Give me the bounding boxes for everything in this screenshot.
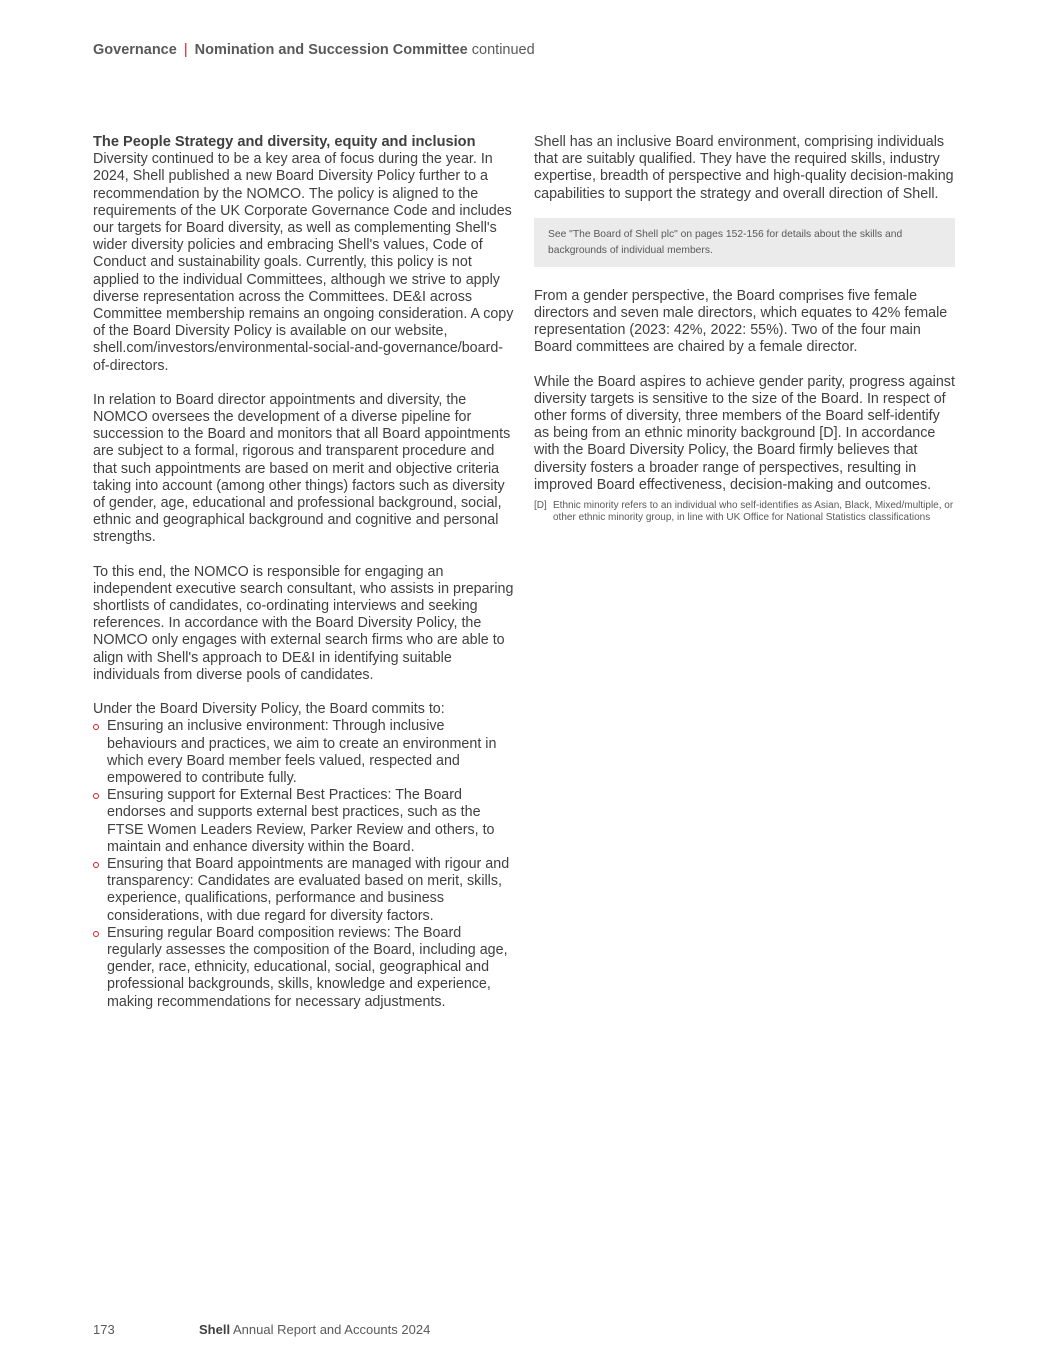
header-suffix: continued (471, 42, 535, 58)
list-item: Ensuring an inclusive environment: Through inclusive behaviours and practices, we aim to create an environment in which every Board member feels valued, respected and empowered to contribute fully. (93, 718, 515, 787)
footer-brand: Shell (199, 1322, 231, 1337)
paragraph-appointments: In relation to Board director appointments and diversity, the NOMCO oversees the development of a diverse pipeline for succession to the Board and monitors that all Board appointments are subject to a formal, rigorous and transparent procedure and that such appointments are based on merit and objective criteria taking into account (among other things) factors such as diversity of gender, age, educational and professional background, social, ethnic and geographical background and cognitive and personal strengths. (93, 391, 511, 546)
cross-reference-callout: See "The Board of Shell plc" on pages 152-156 for details about the skills and backgrounds of individual members. (534, 218, 955, 267)
list-item: Ensuring regular Board composition reviews: The Board regularly assesses the composition of the Board, including age, gender, race, ethnicity, educational, social, geographical and professional backgrounds, skills, knowledge and experience, making recommendations for necessary adjustments. (93, 925, 515, 1011)
bullet-icon (93, 724, 99, 730)
right-column (534, 134, 955, 524)
list-intro: Under the Board Diversity Policy, the Board commits to: (93, 701, 445, 718)
header-section: Governance (93, 42, 177, 58)
paragraph-ethnic-diversity: While the Board aspires to achieve gender parity, progress against diversity targets is sensitive to the size of the Board. In respect of other forms of diversity, three members of the Board self-identify as being from an ethnic minority background [D]. In accordance with the Board Diversity Policy, the Board firmly believes that diversity fosters a broader range of perspectives, resulting in improved Board effectiveness, decision-making and outcomes. (534, 373, 955, 493)
bullet-icon (93, 793, 99, 799)
paragraph-gender: From a gender perspective, the Board comprises five female directors and seven male directors, which equates to 42% female representation (2023: 42%, 2022: 55%). Two of the four main Board committees are chaired by a female director. (534, 287, 948, 356)
list-item: Ensuring that Board appointments are managed with rigour and transparency: Candidates are evaluated based on merit, skills, experience, qualifications, performance and business considerations, with due regard for diversity factors. (93, 856, 515, 925)
header-separator: | (183, 42, 188, 58)
paragraph-search-consultant: To this end, the NOMCO is responsible for engaging an independent executive search consultant, who assists in preparing shortlists of candidates, co-ordinating interviews and seeking references. In accordance with the Board Diversity Policy, the NOMCO only engages with external search firms who are able to align with Shell's approach to DE&I in identifying suitable individuals from diverse pools of candidates. (93, 563, 514, 683)
bullet-icon (93, 862, 99, 868)
footer-title: Annual Report and Accounts 2024 (232, 1322, 431, 1337)
section-heading: The People Strategy and diversity, equity and inclusion (93, 134, 476, 150)
footnote (534, 500, 955, 524)
running-header (93, 42, 535, 58)
bullet-icon (93, 931, 99, 937)
paragraph-board-environment: Shell has an inclusive Board environment, comprising individuals that are suitably qualified. They have the required skills, industry expertise, breadth of perspective and high-quality decision-making capabilities to support the strategy and overall direction of Shell. (534, 134, 954, 202)
paragraph-diversity-focus: Diversity continued to be a key area of focus during the year. In 2024, Shell published a new Board Diversity Policy further to a recommendation by the NOMCO. The policy is aligned to the requirements of the UK Corporate Governance Code and includes our targets for Board diversity, as well as complementing Shell's wider diversity policies and embracing Shell's values, Code of Conduct and sustainability goals. Currently, this policy is not applied to the individual Committees, although we strive to apply diverse representation across the Committees. DE&I across Committee membership remains an ongoing consideration. A copy of the Board Diversity Policy is available on our website, shell.com/investors/environmental-social-and-governance/board-of-directors. (93, 151, 514, 374)
footnote-mark: [D] (534, 500, 547, 512)
footer-publication (199, 1322, 430, 1337)
page-number: 173 (93, 1322, 115, 1337)
left-column (93, 134, 515, 1011)
commitments-list (93, 718, 515, 1010)
list-item: Ensuring support for External Best Practices: The Board endorses and supports external best practices, such as the FTSE Women Leaders Review, Parker Review and others, to maintain and enhance diversity within the Board. (93, 787, 515, 856)
footnote-text: Ethnic minority refers to an individual who self-identifies as Asian, Black, Mixed/multiple, or other ethnic minority group, in line with UK Office for National Statistics classifications (553, 500, 954, 524)
header-title: Nomination and Succession Committee (194, 42, 468, 58)
